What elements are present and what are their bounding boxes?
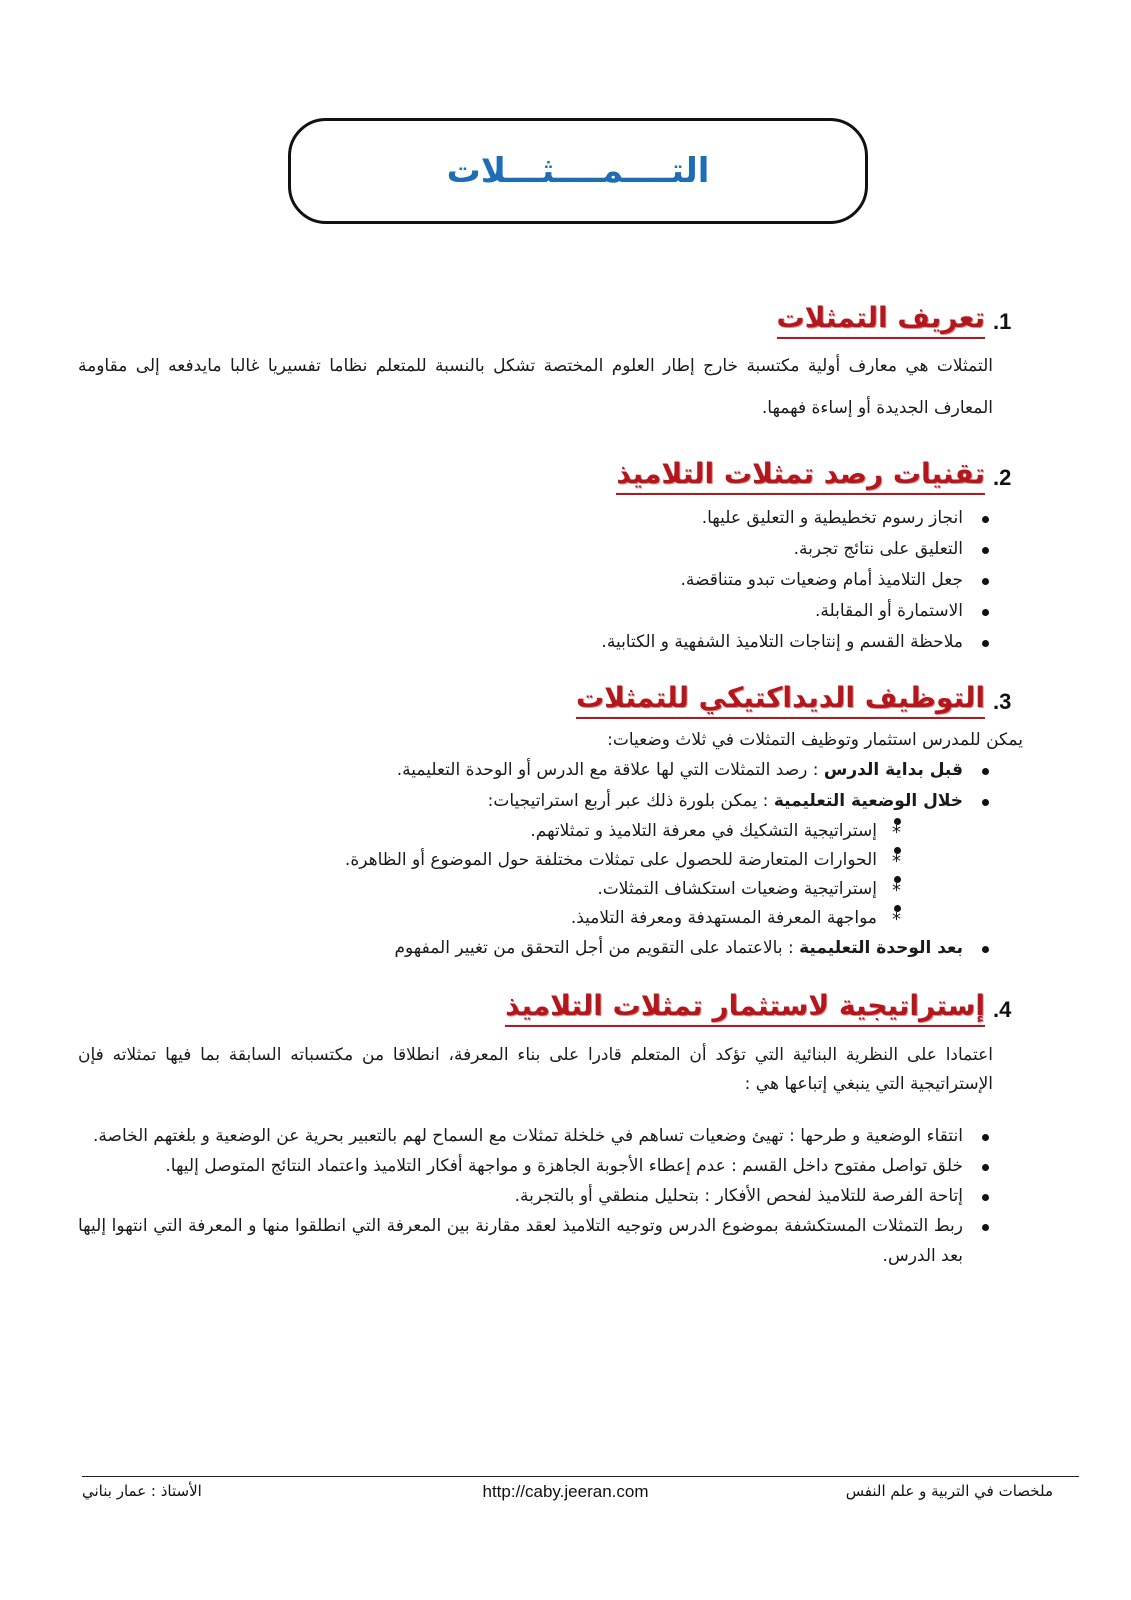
list-item: خلق تواصل مفتوح داخل القسم : عدم إعطاء الأجوبة الجاهزة و مواجهة أفكار التلاميذ واعتماد النتائج المتوصل إليها. <box>78 1151 991 1181</box>
list-item: إتاحة الفرصة للتلاميذ لفحص الأفكار : بتحليل منطقي أو بالتجربة. <box>78 1181 991 1211</box>
didactic-list <box>78 755 1023 964</box>
strategy-intro: اعتمادا على النظرية البنائية التي تؤكد أن المتعلم قادرا على بناء المعرفة، انطلاقا من مكتسباته السابقة بما فيها تمثلاته فإن الإستراتيجية التي ينبغي إتباعها هي : <box>78 1045 993 1094</box>
section-title: إستراتيجية لاستثمار تمثلات التلاميذ <box>505 988 985 1027</box>
list-item: التعليق على نتائج تجربة. <box>78 534 991 565</box>
title-box <box>288 118 868 224</box>
item-lead: قبل بداية الدرس <box>823 760 963 780</box>
techniques-list <box>78 503 1023 658</box>
didactic-intro: يمكن للمدرس استثمار وتوظيف التمثلات في ثلاث وضعيات: <box>607 730 1023 750</box>
strategy-item: * إستراتيجية التشكيك في معرفة التلاميذ و تمثلاتهم. <box>78 817 903 846</box>
footer-author: الأستاذ : عمار بناني <box>82 1482 202 1500</box>
list-item: انجاز رسوم تخطيطية و التعليق عليها. <box>78 503 991 534</box>
section-heading <box>78 300 1023 339</box>
section-didactic <box>78 680 1023 964</box>
section-title: تعريف التمثلات <box>777 300 985 339</box>
list-item <box>78 933 991 964</box>
section-number: .1 <box>993 309 1012 334</box>
list-item: ربط التمثلات المستكشفة بموضوع الدرس وتوجيه التلاميذ لعقد مقارنة بين المعرفة التي انطلقوا منها و المعرفة التي انتهوا إليها بعد الدرس. <box>78 1211 991 1271</box>
strategy-list <box>78 1121 1023 1271</box>
item-lead: خلال الوضعية التعليمية <box>773 791 963 811</box>
strategy-item: * مواجهة المعرفة المستهدفة ومعرفة التلاميذ. <box>78 904 903 933</box>
footer-divider <box>82 1476 1079 1477</box>
footer-url[interactable]: http://caby.jeeran.com <box>482 1482 649 1501</box>
strategies-list <box>78 817 963 933</box>
item-text: : رصد التمثلات التي لها علاقة مع الدرس أو الوحدة التعليمية. <box>396 760 824 780</box>
section-heading <box>78 988 1023 1027</box>
section-strategy <box>78 988 1023 1271</box>
item-text: : بالاعتماد على التقويم من أجل التحقق من تغيير المفهوم <box>394 938 800 958</box>
section-definition <box>78 300 1023 429</box>
item-text: : يمكن بلورة ذلك عبر أربع استراتيجيات: <box>487 791 774 811</box>
list-item: جعل التلاميذ أمام وضعيات تبدو متناقضة. <box>78 565 991 596</box>
section-heading <box>78 680 1023 719</box>
section-number: .3 <box>993 689 1012 714</box>
item-lead: بعد الوحدة التعليمية <box>799 938 963 958</box>
section-title: التوظيف الديداكتيكي للتمثلات <box>576 680 985 719</box>
section-techniques <box>78 456 1023 658</box>
strategy-item: * الحوارات المتعارضة للحصول على تمثلات مختلفة حول الموضوع أو الظاهرة. <box>78 846 903 875</box>
section-number: .4 <box>993 997 1012 1022</box>
section-heading <box>78 456 1023 495</box>
section-title: تقنيات رصد تمثلات التلاميذ <box>616 456 985 495</box>
page-title: التــــمــــثـــلات <box>446 151 710 191</box>
footer-series-title: ملخصات في التربية و علم النفس <box>845 1482 1053 1500</box>
definition-paragraph: التمثلات هي معارف أولية مكتسبة خارج إطار العلوم المختصة تشكل بالنسبة للمتعلم نظاما تفسيريا غالبا مايدفعه إلى مقاومة المعارف الجديدة أو إساءة فهمها. <box>78 356 993 418</box>
list-item <box>78 786 991 933</box>
list-item: ملاحظة القسم و إنتاجات التلاميذ الشفهية و الكتابية. <box>78 627 991 658</box>
list-item: الاستمارة أو المقابلة. <box>78 596 991 627</box>
list-item <box>78 755 991 786</box>
section-number: .2 <box>993 465 1012 490</box>
list-item: انتقاء الوضعية و طرحها : تهيئ وضعيات تساهم في خلخلة تمثلات مع السماح لهم بالتعبير بحرية عن الوضعية و بلغتهم الخاصة. <box>78 1121 991 1151</box>
strategy-item: * إستراتيجية وضعيات استكشاف التمثلات. <box>78 875 903 904</box>
